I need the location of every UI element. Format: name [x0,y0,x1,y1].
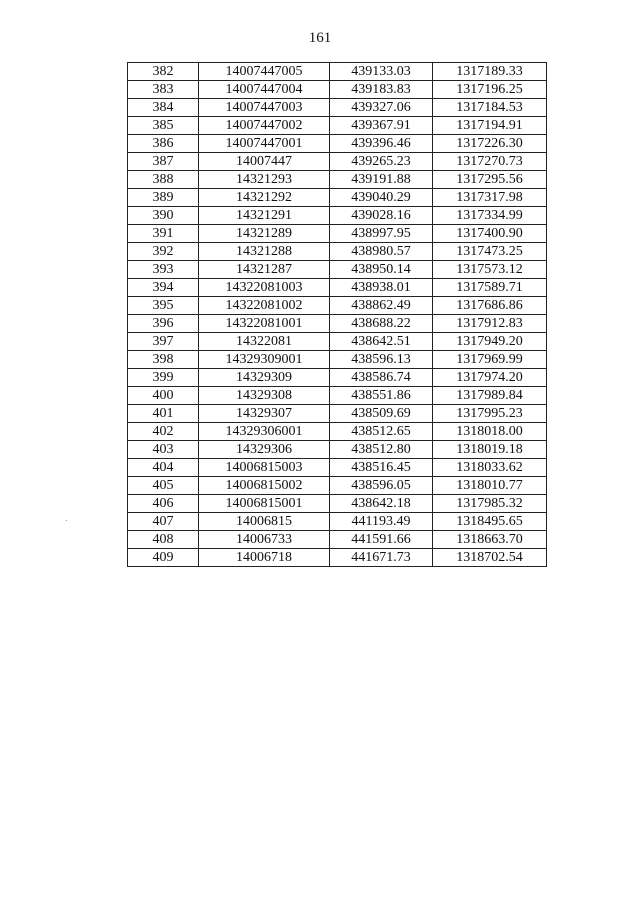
x-coordinate-cell: 438596.05 [330,477,433,495]
x-coordinate-cell: 438512.80 [330,441,433,459]
table-row [128,207,547,225]
point-id-cell: 14329308 [199,387,330,405]
point-id-cell: 14321287 [199,261,330,279]
point-number-cell: 389 [128,189,199,207]
point-id-cell: 14007447005 [199,63,330,81]
table-row [128,495,547,513]
y-coordinate-cell: 1317473.25 [433,243,547,261]
point-id-cell: 14322081001 [199,315,330,333]
y-coordinate-cell: 1317589.71 [433,279,547,297]
x-coordinate-cell: 438688.22 [330,315,433,333]
x-coordinate-cell: 441591.66 [330,531,433,549]
point-number-cell: 407 [128,513,199,531]
coordinates-table-body [128,63,547,567]
table-row [128,333,547,351]
x-coordinate-cell: 438997.95 [330,225,433,243]
point-number-cell: 391 [128,225,199,243]
y-coordinate-cell: 1317949.20 [433,333,547,351]
table-row [128,225,547,243]
point-number-cell: 398 [128,351,199,369]
x-coordinate-cell: 438980.57 [330,243,433,261]
point-id-cell: 14006733 [199,531,330,549]
point-number-cell: 396 [128,315,199,333]
point-id-cell: 14329307 [199,405,330,423]
x-coordinate-cell: 438642.18 [330,495,433,513]
y-coordinate-cell: 1318033.62 [433,459,547,477]
point-number-cell: 401 [128,405,199,423]
table-row [128,81,547,99]
y-coordinate-cell: 1317969.99 [433,351,547,369]
y-coordinate-cell: 1317989.84 [433,387,547,405]
x-coordinate-cell: 438586.74 [330,369,433,387]
point-id-cell: 14007447003 [199,99,330,117]
point-number-cell: 404 [128,459,199,477]
point-id-cell: 14007447001 [199,135,330,153]
point-number-cell: 400 [128,387,199,405]
point-id-cell: 14007447002 [199,117,330,135]
coordinates-table [127,62,547,567]
x-coordinate-cell: 439327.06 [330,99,433,117]
x-coordinate-cell: 438516.45 [330,459,433,477]
y-coordinate-cell: 1317317.98 [433,189,547,207]
point-number-cell: 402 [128,423,199,441]
x-coordinate-cell: 438512.65 [330,423,433,441]
point-number-cell: 382 [128,63,199,81]
x-coordinate-cell: 441671.73 [330,549,433,567]
point-id-cell: 14329309 [199,369,330,387]
y-coordinate-cell: 1318495.65 [433,513,547,531]
y-coordinate-cell: 1317985.32 [433,495,547,513]
table-row [128,459,547,477]
y-coordinate-cell: 1317686.86 [433,297,547,315]
x-coordinate-cell: 438596.13 [330,351,433,369]
x-coordinate-cell: 439191.88 [330,171,433,189]
point-id-cell: 14321293 [199,171,330,189]
x-coordinate-cell: 439265.23 [330,153,433,171]
x-coordinate-cell: 439133.03 [330,63,433,81]
point-number-cell: 403 [128,441,199,459]
x-coordinate-cell: 439183.83 [330,81,433,99]
x-coordinate-cell: 439028.16 [330,207,433,225]
point-number-cell: 394 [128,279,199,297]
table-row [128,135,547,153]
point-number-cell: 393 [128,261,199,279]
point-id-cell: 14006815 [199,513,330,531]
point-number-cell: 388 [128,171,199,189]
point-id-cell: 14321291 [199,207,330,225]
x-coordinate-cell: 439367.91 [330,117,433,135]
point-id-cell: 14329306 [199,441,330,459]
point-id-cell: 14006815001 [199,495,330,513]
point-number-cell: 395 [128,297,199,315]
y-coordinate-cell: 1317974.20 [433,369,547,387]
table-row [128,117,547,135]
table-row [128,387,547,405]
point-id-cell: 14322081003 [199,279,330,297]
point-id-cell: 14321288 [199,243,330,261]
table-row [128,531,547,549]
x-coordinate-cell: 439040.29 [330,189,433,207]
table-row [128,261,547,279]
x-coordinate-cell: 438938.01 [330,279,433,297]
point-number-cell: 386 [128,135,199,153]
point-number-cell: 392 [128,243,199,261]
x-coordinate-cell: 439396.46 [330,135,433,153]
y-coordinate-cell: 1317995.23 [433,405,547,423]
table-row [128,63,547,81]
table-row [128,513,547,531]
y-coordinate-cell: 1318702.54 [433,549,547,567]
point-id-cell: 14006815002 [199,477,330,495]
table-row [128,441,547,459]
table-row [128,243,547,261]
scan-speck [66,520,67,521]
point-id-cell: 14007447004 [199,81,330,99]
x-coordinate-cell: 438862.49 [330,297,433,315]
y-coordinate-cell: 1317196.25 [433,81,547,99]
point-number-cell: 390 [128,207,199,225]
table-row [128,189,547,207]
point-id-cell: 14007447 [199,153,330,171]
point-number-cell: 405 [128,477,199,495]
point-id-cell: 14329309001 [199,351,330,369]
table-row [128,153,547,171]
point-number-cell: 397 [128,333,199,351]
table-row [128,351,547,369]
table-row [128,297,547,315]
point-number-cell: 383 [128,81,199,99]
y-coordinate-cell: 1317334.99 [433,207,547,225]
table-row [128,99,547,117]
table-row [128,279,547,297]
y-coordinate-cell: 1317400.90 [433,225,547,243]
point-id-cell: 14321289 [199,225,330,243]
table-row [128,405,547,423]
table-row [128,423,547,441]
y-coordinate-cell: 1317295.56 [433,171,547,189]
x-coordinate-cell: 438642.51 [330,333,433,351]
point-number-cell: 385 [128,117,199,135]
point-id-cell: 14006718 [199,549,330,567]
table-row [128,315,547,333]
table-row [128,549,547,567]
x-coordinate-cell: 438551.86 [330,387,433,405]
y-coordinate-cell: 1317270.73 [433,153,547,171]
y-coordinate-cell: 1317226.30 [433,135,547,153]
table-row [128,477,547,495]
table-row [128,369,547,387]
y-coordinate-cell: 1318010.77 [433,477,547,495]
y-coordinate-cell: 1318019.18 [433,441,547,459]
y-coordinate-cell: 1317573.12 [433,261,547,279]
x-coordinate-cell: 438950.14 [330,261,433,279]
point-number-cell: 406 [128,495,199,513]
y-coordinate-cell: 1318663.70 [433,531,547,549]
point-id-cell: 14322081002 [199,297,330,315]
point-id-cell: 14322081 [199,333,330,351]
point-id-cell: 14006815003 [199,459,330,477]
point-id-cell: 14321292 [199,189,330,207]
table-row [128,171,547,189]
y-coordinate-cell: 1317194.91 [433,117,547,135]
y-coordinate-cell: 1317189.33 [433,63,547,81]
x-coordinate-cell: 441193.49 [330,513,433,531]
page-number: 161 [308,30,332,46]
point-number-cell: 387 [128,153,199,171]
y-coordinate-cell: 1317184.53 [433,99,547,117]
point-number-cell: 409 [128,549,199,567]
point-number-cell: 408 [128,531,199,549]
point-id-cell: 14329306001 [199,423,330,441]
y-coordinate-cell: 1318018.00 [433,423,547,441]
y-coordinate-cell: 1317912.83 [433,315,547,333]
point-number-cell: 399 [128,369,199,387]
x-coordinate-cell: 438509.69 [330,405,433,423]
point-number-cell: 384 [128,99,199,117]
